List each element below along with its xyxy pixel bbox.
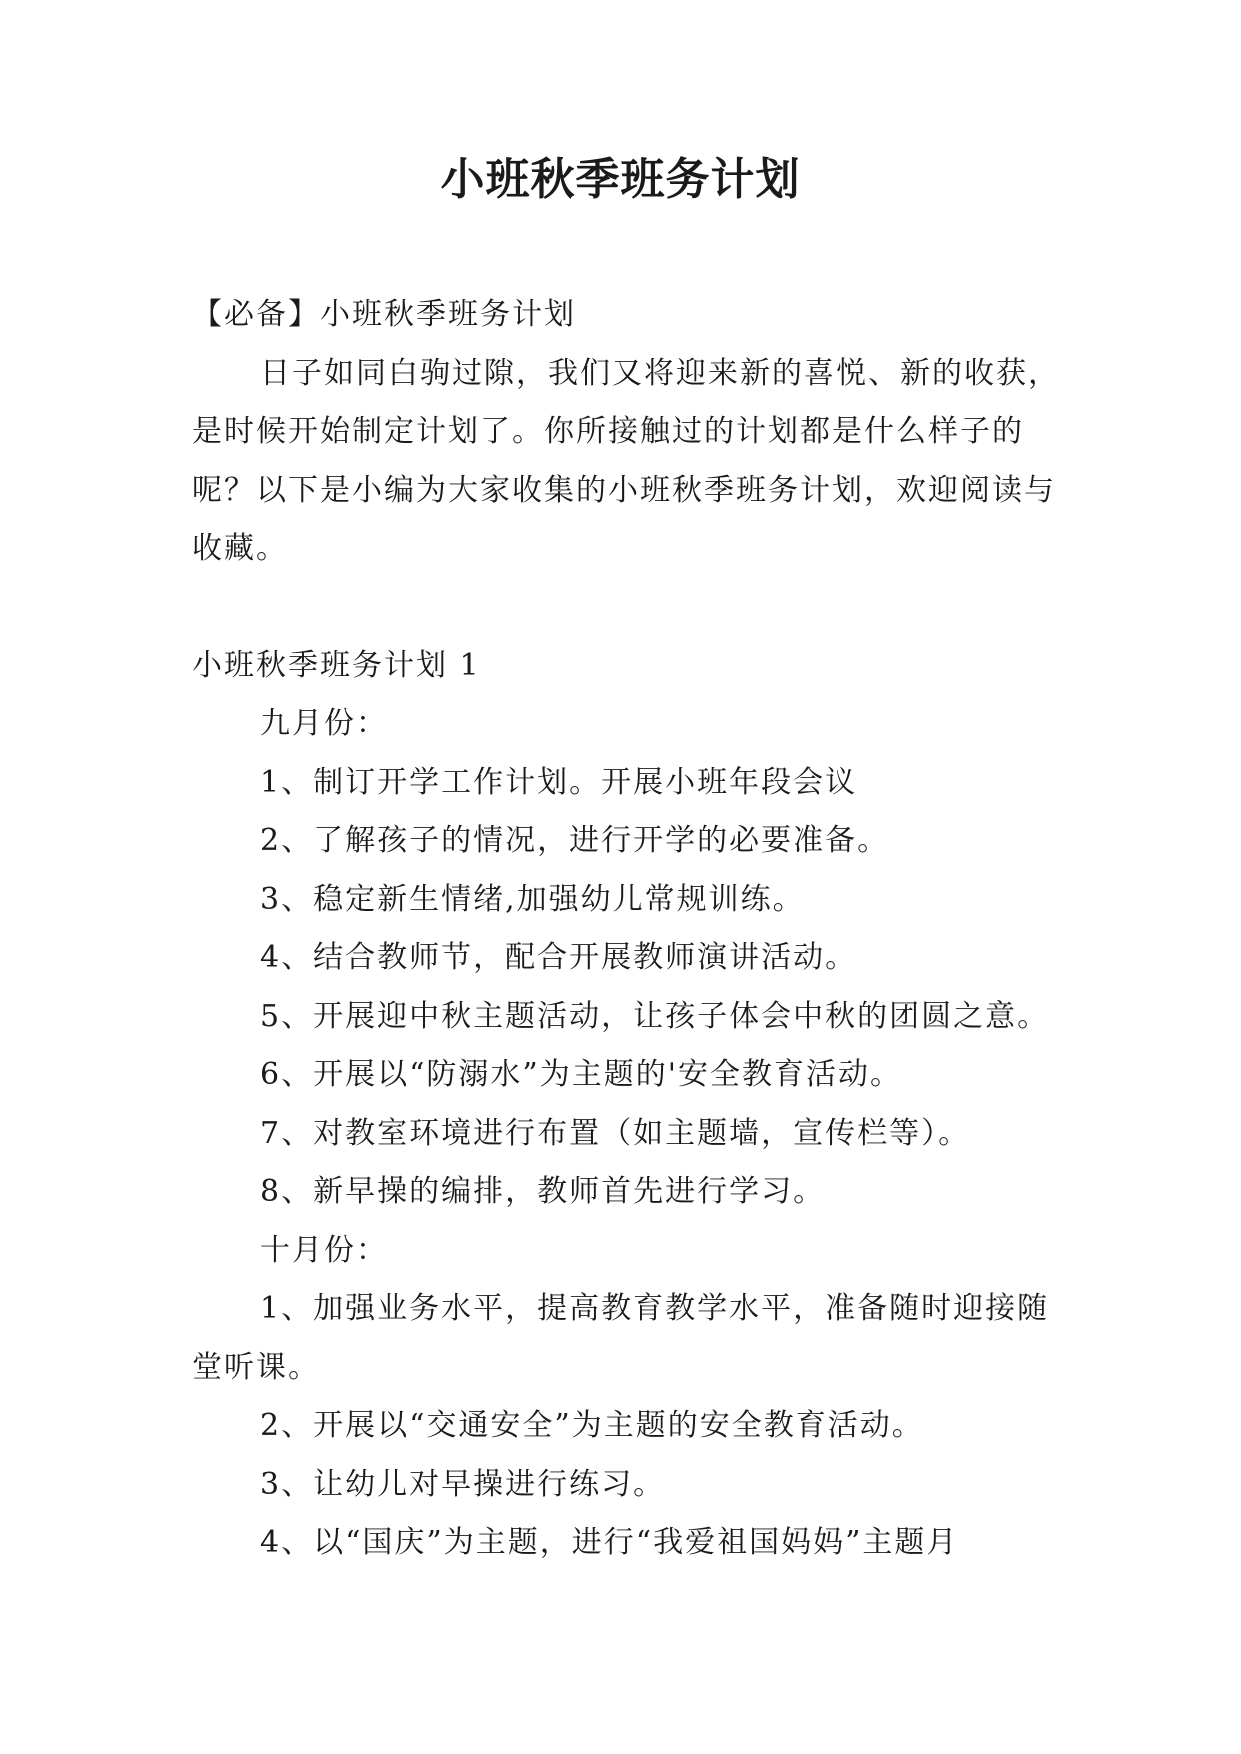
- month-label-september: 九月份：: [260, 706, 388, 741]
- list-item: 3、稳定新生情绪,加强幼儿常规训练。: [260, 881, 805, 917]
- intro-paragraph: 日子如同白驹过隙，我们又将迎来新的喜悦、新的收获，是时候开始制定计划了。你所接触过的计划都是什么样子的呢？以下是小编为大家收集的小班秋季班务计划，欢迎阅读与收藏。: [192, 355, 1060, 566]
- section-heading: 小班秋季班务计划 1: [192, 647, 481, 683]
- list-item: 3、让幼儿对早操进行练习。: [260, 1466, 666, 1502]
- list-item: 2、了解孩子的情况，进行开学的必要准备。: [260, 823, 890, 858]
- list-item: 2、开展以“交通安全”为主题的安全教育活动。: [260, 1408, 924, 1443]
- list-item: 8、新早操的编排，教师首先进行学习。: [260, 1174, 826, 1209]
- paragraph-gap: [192, 579, 1072, 637]
- list-item: 4、以“国庆”为主题，进行“我爱祖国妈妈”主题月: [260, 1525, 959, 1560]
- document-title: 小班秋季班务计划: [440, 154, 801, 205]
- month-label-october: 十月份：: [260, 1232, 388, 1268]
- subtitle: 【必备】小班秋季班务计划: [192, 297, 576, 332]
- list-item: 5、开展迎中秋主题活动，让孩子体会中秋的团圆之意。: [260, 998, 1050, 1034]
- list-item: 4、结合教师节，配合开展教师演讲活动。: [260, 940, 858, 975]
- list-item: 6、开展以“防溺水”为主题的'安全教育活动。: [260, 1057, 903, 1092]
- document-body: [192, 286, 1072, 1573]
- list-item: 7、对教室环境进行布置（如主题墙，宣传栏等）。: [260, 1115, 971, 1151]
- list-item: 1、加强业务水平，提高教育教学水平，准备随时迎接随堂听课。: [192, 1291, 1050, 1385]
- list-item: 1、制订开学工作计划。开展小班年段会议: [260, 764, 858, 800]
